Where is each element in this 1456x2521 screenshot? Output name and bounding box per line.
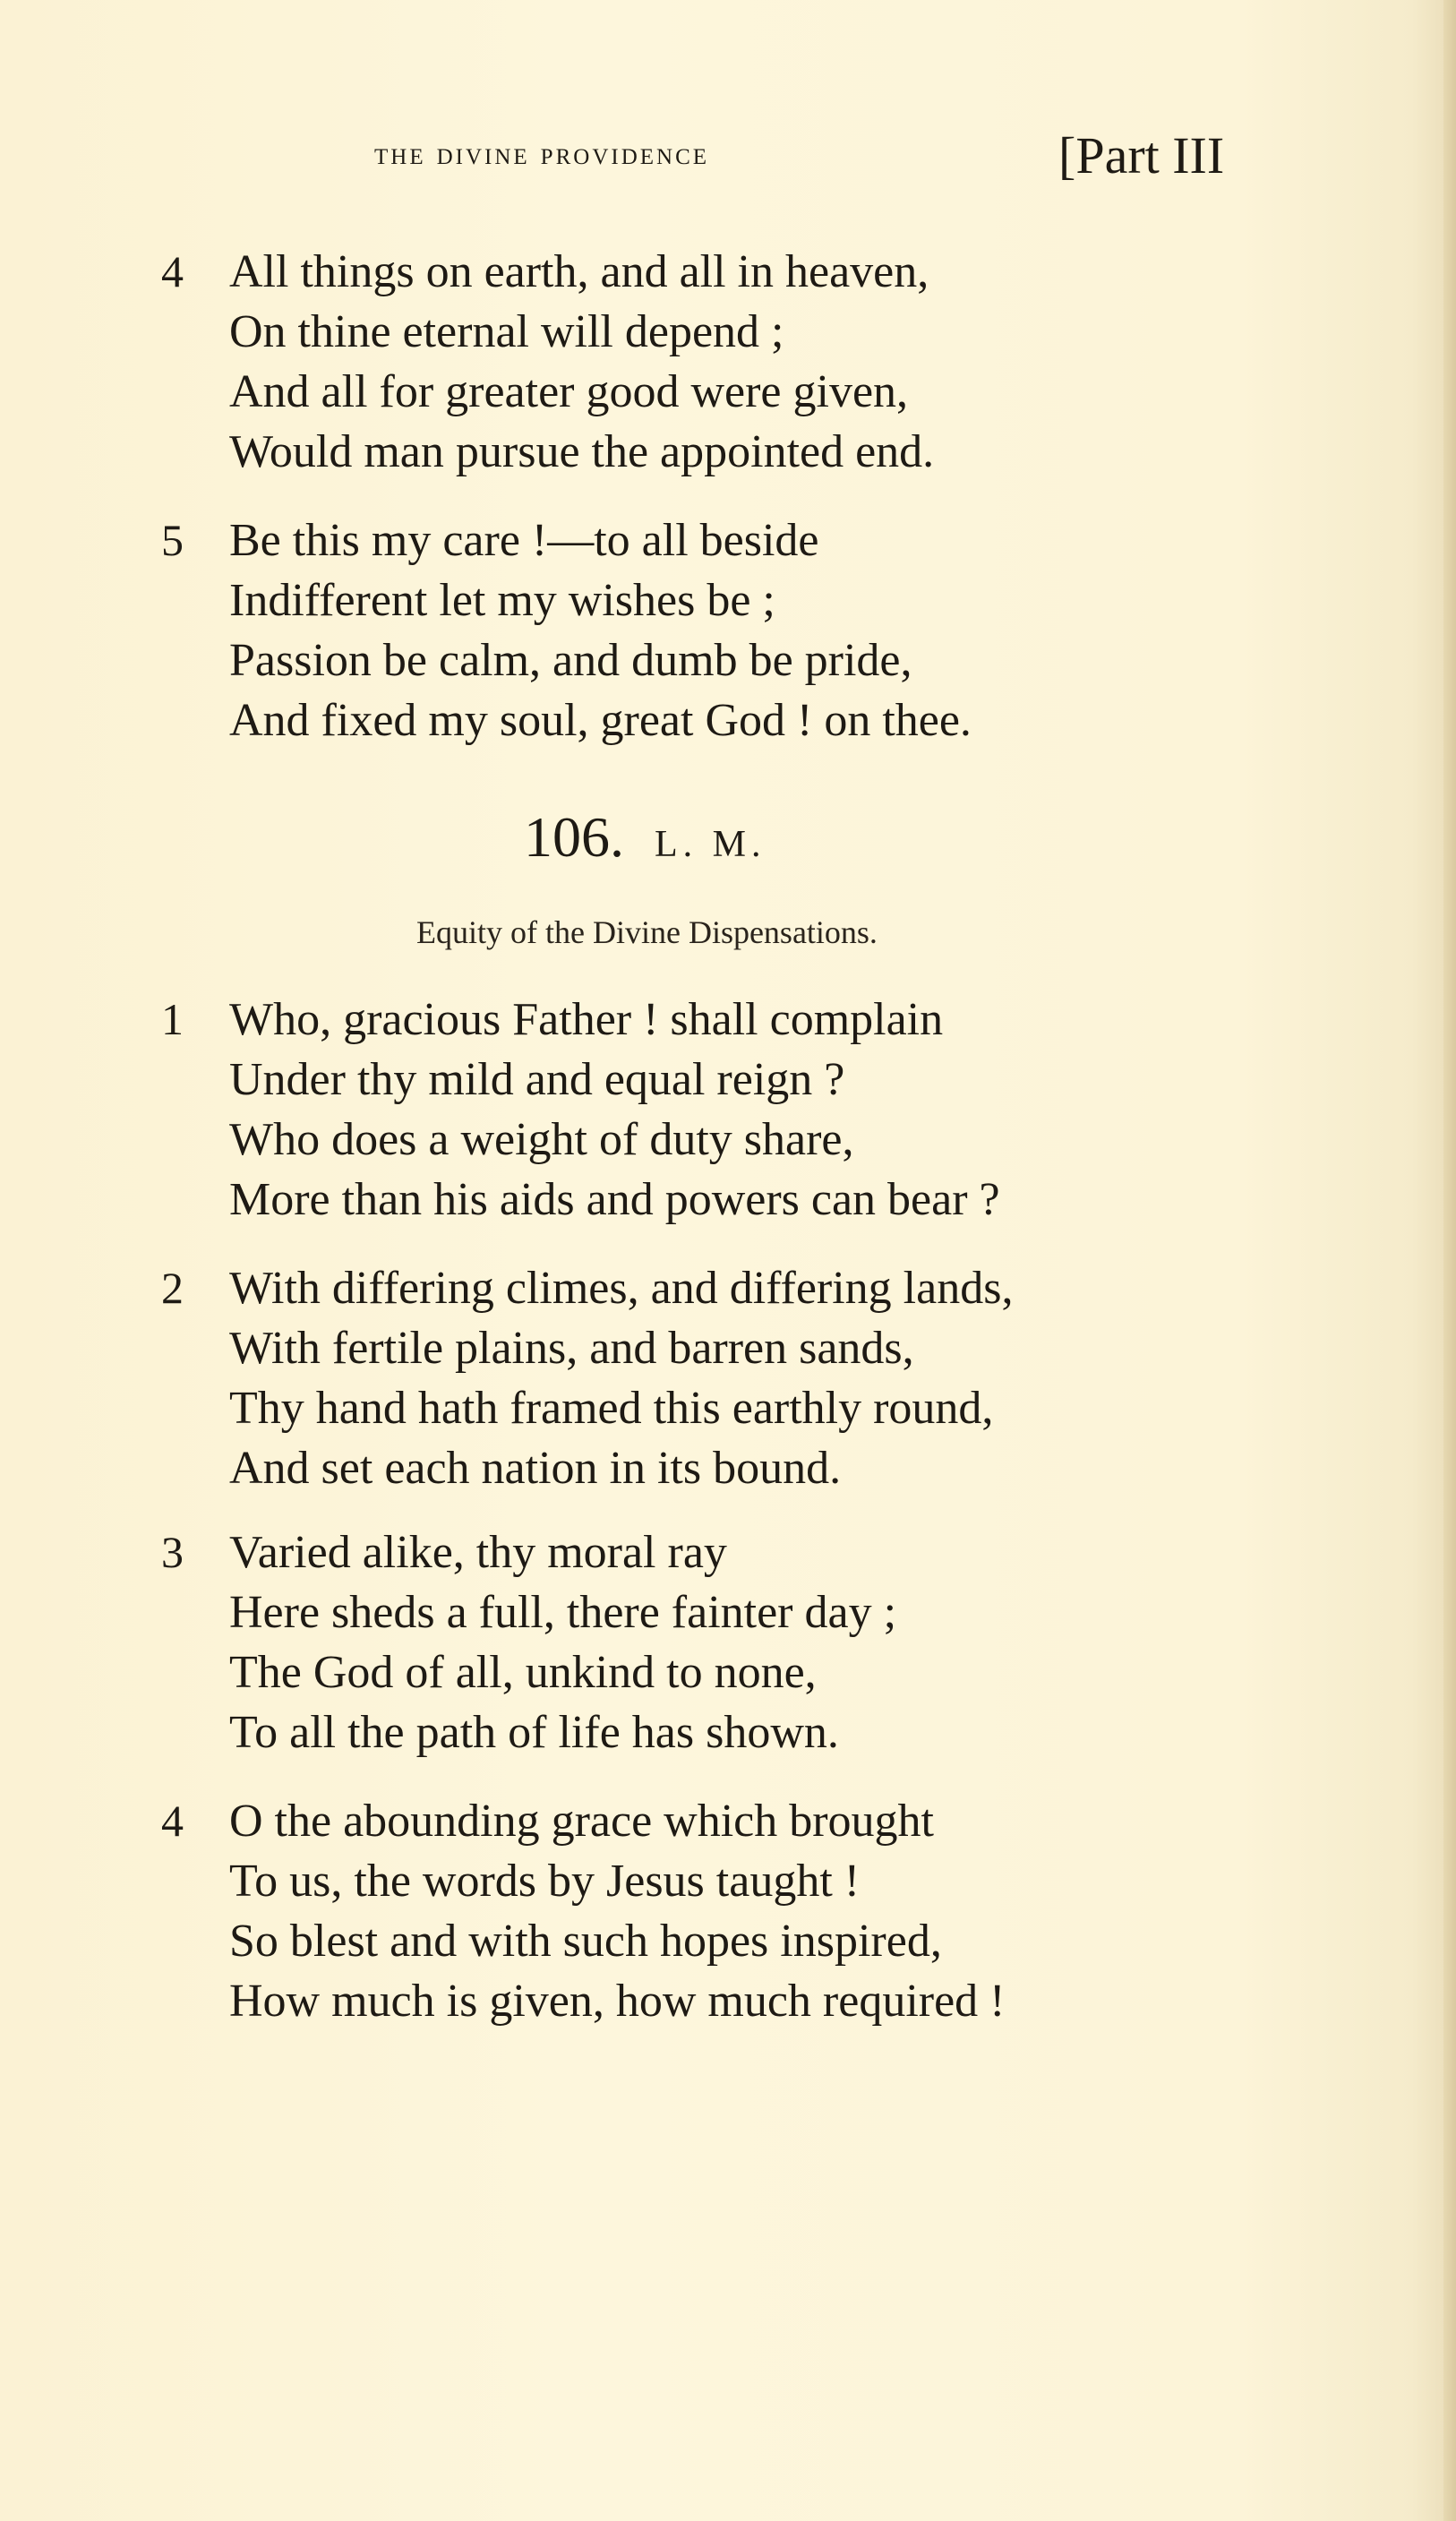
verse-line: The God of all, unkind to none,	[229, 1647, 817, 1698]
verse-line: Under thy mild and equal reign ?	[229, 1054, 845, 1105]
verse-line: With differing climes, and differing lands,	[229, 1263, 1014, 1314]
verse-line: O the abounding grace which brought	[229, 1796, 935, 1847]
hymn-heading	[524, 804, 767, 870]
verse-line: On thine eternal will depend ;	[229, 306, 784, 357]
verse-line: To us, the words by Jesus taught !	[229, 1856, 861, 1907]
stanza-number: 3	[161, 1527, 184, 1577]
hymn-meter: L. M.	[655, 824, 767, 865]
page-edge	[1443, 0, 1456, 2521]
verse-line: Here sheds a full, there fainter day ;	[229, 1587, 897, 1638]
verse-line: Who does a weight of duty share,	[229, 1114, 854, 1165]
stanza-number: 2	[161, 1263, 184, 1313]
stanza-number: 4	[161, 1796, 184, 1846]
part-label: [Part III	[1058, 126, 1225, 184]
stanza-1	[161, 990, 1000, 1230]
verse-line: Be this my care !—to all beside	[229, 515, 819, 566]
verse-line: All things on earth, and all in heaven,	[229, 246, 929, 297]
hymn-title: Equity of the Divine Dispensations.	[416, 914, 878, 950]
verse-line: Thy hand hath framed this earthly round,	[229, 1383, 994, 1434]
verse-line: How much is given, how much required !	[229, 1976, 1006, 2027]
verse-line: So blest and with such hopes inspired,	[229, 1916, 942, 1967]
verse-line: And fixed my soul, great God ! on thee.	[229, 695, 972, 746]
prev-stanza-5	[161, 510, 972, 750]
verse-line: More than his aids and powers can bear ?	[229, 1174, 1000, 1225]
stanza-3	[161, 1522, 896, 1762]
prev-stanza-4	[161, 242, 934, 482]
stanza-2	[161, 1258, 1013, 1498]
verse-line: Varied alike, thy moral ray	[229, 1527, 727, 1578]
verse-line: To all the path of life has shown.	[229, 1707, 839, 1758]
verse-line: With fertile plains, and barren sands,	[229, 1323, 914, 1374]
verse-line: And set each nation in its bound.	[229, 1443, 842, 1494]
verse-line: And all for greater good were given,	[229, 366, 909, 417]
stanza-number: 4	[161, 246, 184, 296]
verse-line: Indifferent let my wishes be ;	[229, 575, 775, 626]
verse-line: Who, gracious Father ! shall complain	[229, 994, 944, 1045]
verse-line: Passion be calm, and dumb be pride,	[229, 635, 912, 686]
running-title: the divine providence	[374, 135, 710, 171]
stanza-number: 1	[161, 994, 184, 1044]
stanza-number: 5	[161, 515, 184, 565]
verse-line: Would man pursue the appointed end.	[229, 426, 935, 477]
stanza-4	[161, 1791, 1005, 2031]
hymn-number: 106.	[524, 805, 624, 869]
